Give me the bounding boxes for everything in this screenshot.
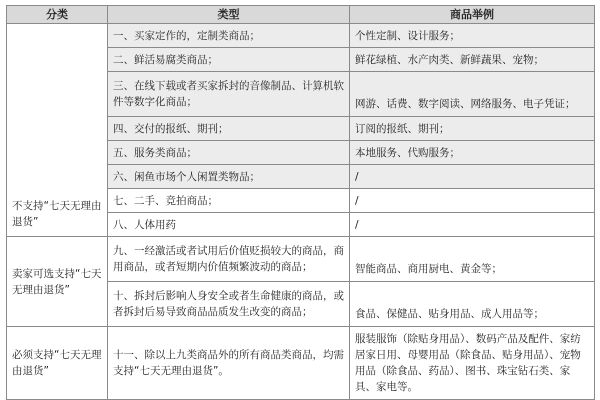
- type-cell: 十、拆封后影响人身安全或者生命健康的商品，或者拆封后易导致商品品质发生改变的商品；: [108, 282, 350, 327]
- examples-cell: 网游、话费、数字阅读、网络服务、电子凭证；: [350, 72, 595, 117]
- examples-cell: /: [350, 189, 595, 213]
- type-cell: 三、在线下载或者买家拆封的音像制品、计算机软件等数字化商品；: [108, 72, 350, 117]
- examples-cell: 服装服饰（除贴身用品）、数码产品及配件、家纺居家日用、母婴用品（除食品、贴身用品）、宠物用品（除食品、药品）、图书、珠宝钻石类、家具、家电等。: [350, 327, 595, 400]
- table-row: [7, 327, 595, 400]
- examples-cell: 本地服务、代购服务；: [350, 141, 595, 165]
- table-header-row: [7, 6, 595, 24]
- type-cell: 一、买家定作的，定制类商品；: [108, 24, 350, 48]
- return-policy-table: [6, 5, 595, 400]
- category-cell-required: 必须支持“七天无理由退货”: [7, 327, 108, 400]
- table-row: [7, 237, 595, 282]
- header-category: 分类: [7, 6, 108, 24]
- category-cell-optional: 卖家可选支持“七天无理由退货”: [7, 237, 108, 327]
- examples-cell: /: [350, 165, 595, 189]
- examples-cell: 订阅的报纸、期刊；: [350, 117, 595, 141]
- examples-cell: 食品、保健品、贴身用品、成人用品等；: [350, 282, 595, 327]
- type-cell: 六、闲鱼市场个人闲置类物品；: [108, 165, 350, 189]
- type-cell: 九、一经激活或者试用后价值贬损较大的商品，商用商品，或者短期内价值频繁波动的商品；: [108, 237, 350, 282]
- type-cell: 二、鲜活易腐类商品；: [108, 48, 350, 72]
- category-cell-not-supported: 不支持“七天无理由退货”: [7, 24, 108, 237]
- examples-cell: 鲜花绿植、水产肉类、新鲜蔬果、宠物；: [350, 48, 595, 72]
- type-cell: 四、交付的报纸、期刊；: [108, 117, 350, 141]
- table-row: [7, 24, 595, 48]
- examples-cell: 智能商品、商用厨电、黄金等；: [350, 237, 595, 282]
- type-cell: 十一、除以上九类商品外的所有商品类商品，均需支持“七天无理由退货”。: [108, 327, 350, 400]
- examples-cell: 个性定制、设计服务；: [350, 24, 595, 48]
- type-cell: 五、服务类商品；: [108, 141, 350, 165]
- type-cell: 八、人体用药: [108, 213, 350, 237]
- type-cell: 七、二手、竞拍商品；: [108, 189, 350, 213]
- header-examples: 商品举例: [350, 6, 595, 24]
- examples-cell: /: [350, 213, 595, 237]
- header-type: 类型: [108, 6, 350, 24]
